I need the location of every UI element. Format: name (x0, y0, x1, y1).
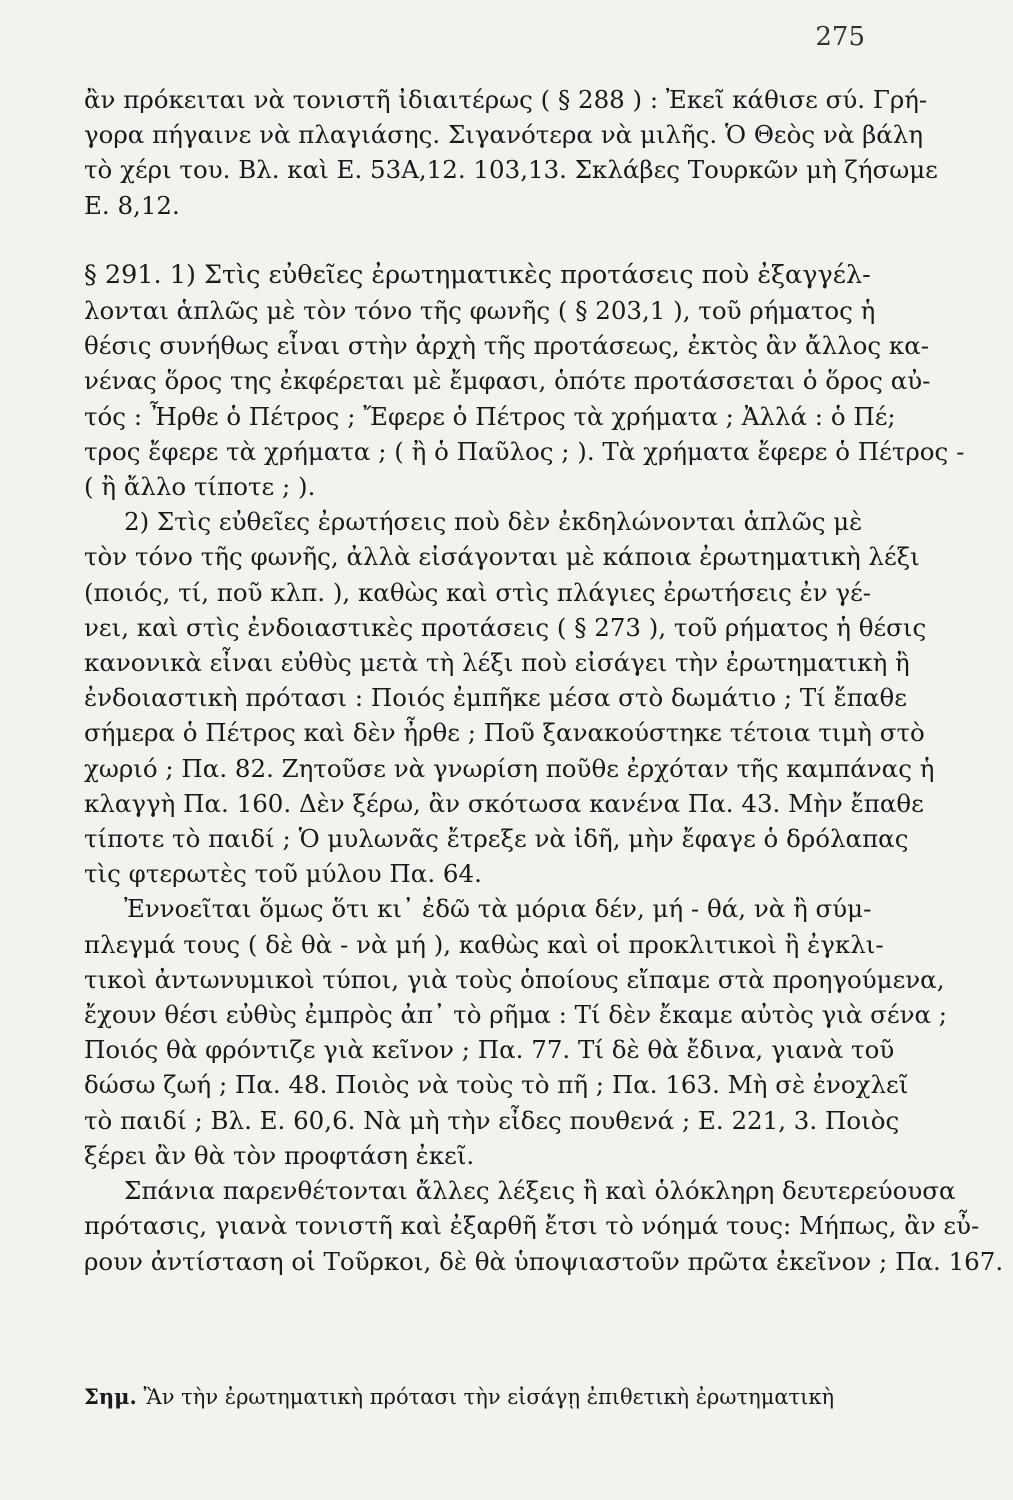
text-line: θέσις συνήθως εἶναι στὴν ἀρχὴ τῆς προτάσεως, ἐκτὸς ἂν ἄλλος κα- (84, 331, 930, 361)
text-line: ( ἢ ἄλλο τίποτε ; ). (84, 472, 316, 502)
text-line: κλαγγὴ Πα. 160. Δὲν ξέρω, ἂν σκότωσα κανένα Πα. 43. Μὴν ἔπαθε (84, 788, 924, 818)
text-line: χωριό ; Πα. 82. Ζητοῦσε νὰ γνωρίση ποῦθε ἐρχόταν τῆς καμπάνας ἡ (84, 753, 935, 783)
text-line: Ποιός θὰ φρόντιζε γιὰ κεῖνον ; Πα. 77. Τί δὲ θὰ ἔδινα, γιανὰ τοῦ (84, 1035, 895, 1065)
footnote-text: Ἂν τὴν ἐρωτηματικὴ πρότασι τὴν εἰσάγῃ ἐπιθετικὴ ἐρωτηματικὴ (136, 1385, 835, 1409)
text-line: ἐνδοιαστικὴ πρότασι : Ποιός ἐμπῆκε μέσα στὸ δωμάτιο ; Τί ἔπαθε (84, 683, 907, 713)
text-line: ξέρει ἂν θὰ τὸν προφτάση ἐκεῖ. (84, 1140, 475, 1170)
text-line: (ποιός, τί, ποῦ κλπ. ), καθὼς καὶ στὶς πλάγιες ἐρωτήσεις ἐν γέ- (84, 577, 872, 607)
text-line: σήμερα ὁ Πέτρος καὶ δὲν ἦρθε ; Ποῦ ξανακούστηκε τέτοια τιμὴ στὸ (84, 718, 925, 748)
page-number: 275 (815, 22, 865, 52)
text-line: νει, καὶ στὶς ἐνδοιαστικὲς προτάσεις ( § 273 ), τοῦ ρήματος ἡ θέσις (84, 612, 927, 642)
text-line: τὶς φτερωτὲς τοῦ μύλου Πα. 64. (84, 859, 482, 889)
text-line: ρουν ἀντίσταση οἱ Τοῦρκοι, δὲ θὰ ὑποψιαστοῦν πρῶτα ἐκεῖνον ; Πα. 167. (84, 1246, 1004, 1276)
footnote-label: Σημ. (84, 1384, 137, 1409)
text-line: Ἐννοεῖται ὅμως ὅτι κι᾿ ἐδῶ τὰ μόρια δέν, μή - θά, νὰ ἢ σύμ- (124, 894, 872, 924)
text-line: λονται ἁπλῶς μὲ τὸν τόνο τῆς φωνῆς ( § 203,1 ), τοῦ ρήματος ἡ (84, 296, 876, 326)
text-line: τὸ παιδί ; Βλ. Ε. 60,6. Νὰ μὴ τὴν εἶδες πουθενά ; Ε. 221, 3. Ποιὸς (84, 1105, 900, 1135)
text-line: δώσω ζωή ; Πα. 48. Ποιὸς νὰ τοὺς τὸ πῆ ; Πα. 163. Μὴ σὲ ἐνοχλεῖ (84, 1070, 909, 1100)
text-line: τρος ἔφερε τὰ χρήματα ; ( ἢ ὁ Παῦλος ; ). Τὰ χρήματα ἔφερε ὁ Πέτρος - (84, 436, 965, 466)
text-line: τὸ χέρι του. Βλ. καὶ Ε. 53Α,12. 103,13. Σκλάβες Τουρκῶν μὴ ζήσωμε (84, 155, 938, 185)
text-line: γορα πήγαινε νὰ πλαγιάσης. Σιγανότερα νὰ μιλῆς. Ὁ Θεὸς νὰ βάλη (84, 120, 923, 150)
text-line: 2) Στὶς εὐθεῖες ἐρωτήσεις ποὺ δὲν ἐκδηλώνονται ἁπλῶς μὲ (124, 507, 863, 537)
text-line: Σπάνια παρενθέτονται ἄλλες λέξεις ἢ καὶ ὁλόκληρη δευτερεύουσα (124, 1176, 956, 1206)
text-line: τός : Ἦρθε ὁ Πέτρος ; Ἔφερε ὁ Πέτρος τὰ χρήματα ; Ἀλλά : ὁ Πέ; (84, 401, 896, 431)
text-line: ἔχουν θέσι εὐθὺς ἐμπρὸς ἀπ᾿ τὸ ρῆμα : Τί δὲν ἔκαμε αὐτὸς γιὰ σένα ; (84, 1000, 948, 1030)
text-line: πρότασις, γιανὰ τονιστῆ καὶ ἐξαρθῆ ἔτσι τὸ νόημά τους: Μήπως, ἂν εὖ- (84, 1211, 980, 1241)
text-line: ἂν πρόκειται νὰ τονιστῆ ἰδιαιτέρως ( § 288 ) : Ἐκεῖ κάθισε σύ. Γρή- (84, 85, 928, 114)
body-text (84, 82, 1004, 1279)
text-line: Ε. 8,12. (84, 190, 180, 220)
footnote (84, 1382, 914, 1412)
text-line: τικοὶ ἀντωνυμικοὶ τύποι, γιὰ τοὺς ὁποίους εἴπαμε στὰ προηγούμενα, (84, 964, 945, 994)
text-line: τίποτε τὸ παιδί ; Ὁ μυλωνᾶς ἔτρεξε νὰ ἰδῆ, μὴν ἔφαγε ὁ δρόλαπας (84, 824, 909, 854)
text-line: § 291. 1) Στὶς εὐθεῖες ἐρωτηματικὲς προτάσεις ποὺ ἐξαγγέλ- (84, 259, 871, 290)
text-line: πλεγμά τους ( δὲ θὰ - νὰ μή ), καθὼς καὶ οἱ προκλιτικοὶ ἢ ἐγκλι- (84, 929, 884, 959)
paragraph-gap (84, 223, 904, 258)
text-line: κανονικὰ εἶναι εὐθὺς μετὰ τὴ λέξι ποὺ εἰσάγει τὴν ἐρωτηματικὴ ἢ (84, 648, 910, 678)
text-line: τὸν τόνο τῆς φωνῆς, ἀλλὰ εἰσάγονται μὲ κάποια ἐρωτηματικὴ λέξι (84, 542, 920, 572)
text-line: νένας ὅρος της ἐκφέρεται μὲ ἔμφασι, ὁπότε προτάσσεται ὁ ὅρος αὐ- (84, 366, 931, 396)
